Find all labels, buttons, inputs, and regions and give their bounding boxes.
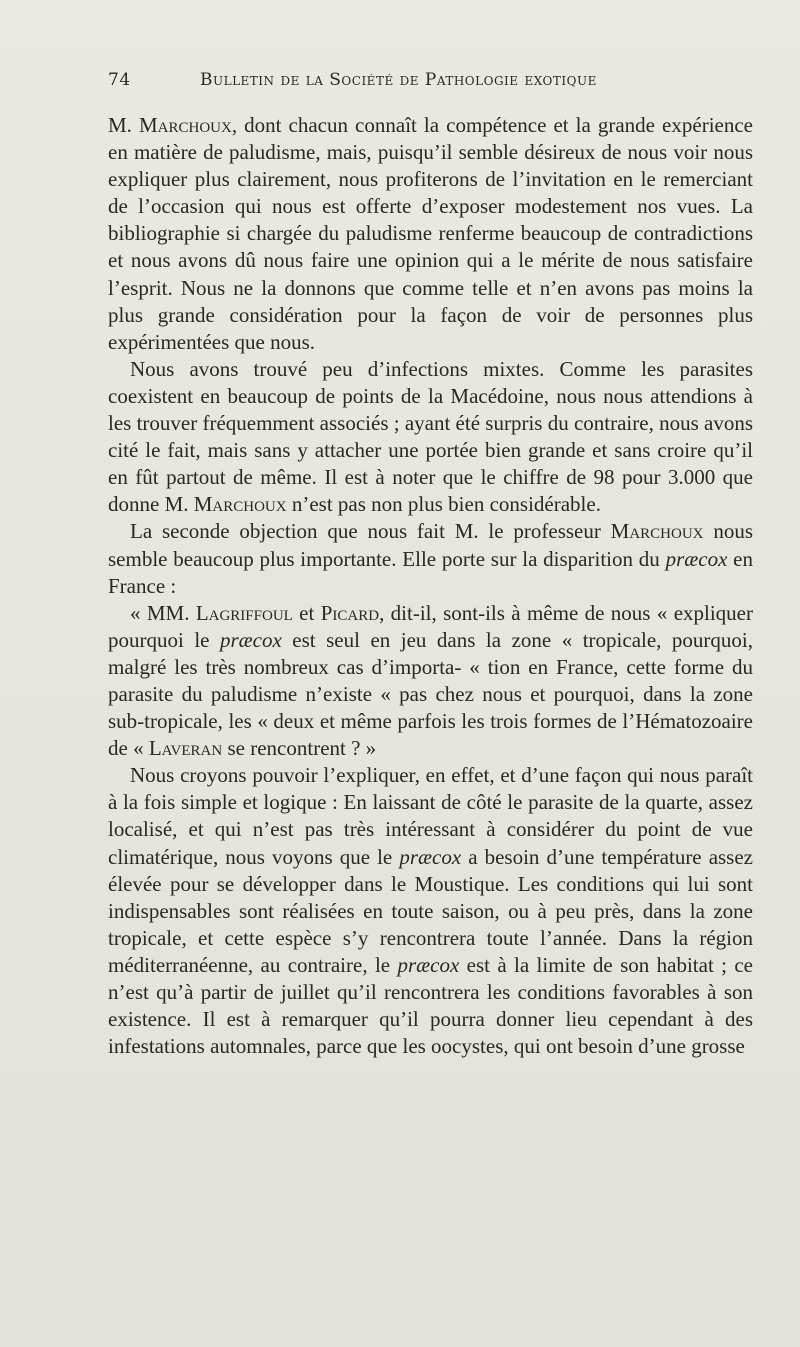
text-run: est seul en jeu dans la zone « tropicale, pourquoi, malgré les très nombreux cas d’importa- « tion en France, cette forme du parasite du paludisme n’existe « pas chez nous et pourquoi, dans la zone sub-tropicale, les « deux et même parfois les trois formes de l’Hématozoaire de «	[108, 627, 753, 761]
text-run: a besoin d’une température assez élevée pour se développer dans le Moustique. Les conditions qui lui sont indispensables sont réalisées en toute saison, ou à peu près, dans la zone tropicale, et cette espèce s’y rencontrera toute l’année. Dans la région méditerranéenne, au contraire, le	[108, 844, 753, 977]
text-run: et	[292, 600, 321, 625]
text-run: M.	[108, 113, 139, 137]
author-name: Marchoux	[193, 492, 287, 517]
text-run: se rencontrent ? »	[222, 736, 377, 761]
text-run: en France :	[108, 546, 753, 598]
paragraph-p3	[108, 518, 753, 599]
italic-term: præcox	[665, 546, 728, 571]
italic-term: præcox	[219, 627, 282, 652]
text-run: La seconde objection que nous fait M. le professeur	[130, 519, 611, 544]
running-title: Bulletin de la Société de Pathologie exotique	[200, 70, 597, 90]
text-run: nous semble beaucoup plus importante. Elle porte sur la disparition du	[108, 519, 753, 571]
paragraph-p2	[108, 356, 753, 519]
text-run: « MM.	[130, 600, 196, 625]
text-run: est à la limite de son habitat ; ce n’est qu’à partir de juillet qu’il rencontrera les conditions favorables à son existence. Il est à remarquer qu’il pourra donner lieu cependant à des infestations automnales, parce que les oocystes, qui ont besoin d’une grosse	[108, 952, 753, 1059]
author-name: Laveran	[148, 736, 223, 761]
text-run: Nous croyons pouvoir l’expliquer, en effet, et d’une façon qui nous paraît à la fois simple et logique : En laissant de côté le parasite de la quarte, assez localisé, et qui n’est pas très intéressant à considérer du point de vue climatérique, nous voyons que le	[108, 763, 753, 869]
author-name: Marchoux	[138, 113, 232, 137]
text-run: Nous avons trouvé peu d’infections mixtes. Comme les parasites coexistent en beaucoup de points de la Macédoine, nous nous attendions à les trouver fréquemment associés ; ayant été surpris du contraire, nous avons cité le fait, mais sans y attacher une portée bien grande et sans croire qu’il en fût partout de même. Il est à noter que le chiffre de 98 pour 3.000 que donne M.	[108, 356, 753, 517]
author-name: Marchoux	[610, 519, 704, 544]
paragraph-p1	[108, 112, 753, 356]
text-run: n’est pas non plus bien considérable.	[286, 492, 601, 517]
italic-term: præcox	[397, 952, 460, 977]
author-name: Picard	[320, 600, 380, 625]
italic-term: præcox	[399, 844, 462, 869]
text-run: , dit-il, sont-ils à même de nous « expliquer pourquoi le	[108, 600, 753, 652]
text-run: , dont chacun connaît la compétence et la grande expérience en matière de paludisme, mais, puisqu’il semble désireux de nous voir nous expliquer plus clairement, nous profiterons de l’invitation en le remerciant de l’occasion qui nous est offerte d’exposer modestement nos vues. La bibliographie si chargée du paludisme renferme beaucoup de contradictions et nous avons dû nous faire une opinion qui a le mérite de nous satisfaire l’esprit. Nous ne la donnons que comme telle et n’en avons pas moins la plus grande considération pour la façon de voir de personnes plus expérimentées que nous.	[108, 113, 753, 354]
body-text	[108, 112, 753, 1060]
author-name: Lagriffoul	[195, 600, 293, 625]
paragraph-p4	[108, 600, 753, 763]
page-number: 74	[108, 70, 131, 90]
paragraph-p5	[108, 762, 753, 1060]
